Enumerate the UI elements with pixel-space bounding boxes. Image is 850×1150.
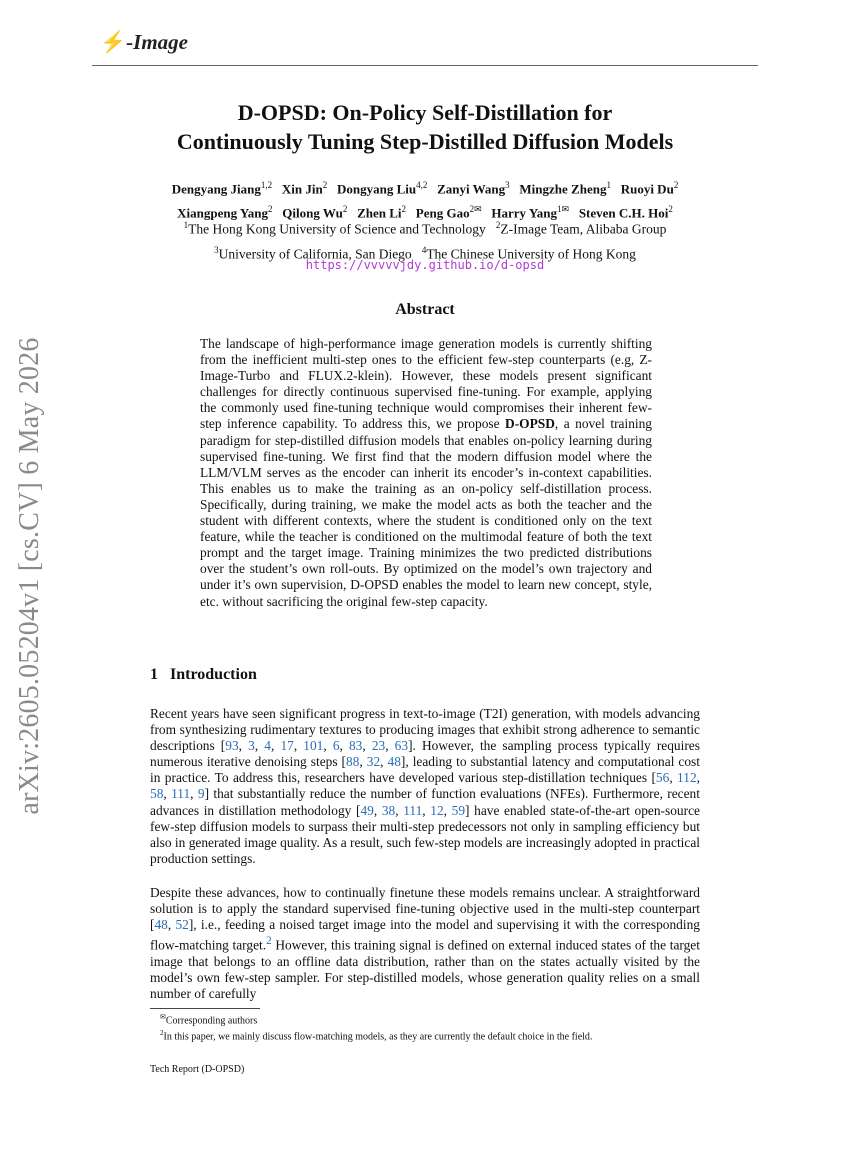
- affiliation-name: The Chinese University of Hong Kong: [426, 246, 636, 261]
- citation-link[interactable]: 48: [387, 754, 401, 770]
- author-name: Ruoyi Du: [620, 181, 674, 197]
- method-name: D-OPSD: [505, 416, 555, 432]
- text-run: ,: [696, 770, 700, 786]
- section-number: 1: [150, 666, 158, 683]
- author-name: Zhen Li: [357, 205, 402, 221]
- author-name: Xin Jin: [281, 181, 323, 197]
- text-run: ,: [167, 917, 176, 933]
- affiliation-name: The Hong Kong University of Science and Technology: [188, 221, 486, 237]
- author-name: Dongyang Liu: [336, 181, 417, 197]
- title-line-1: D-OPSD: On-Policy Self-Distillation for: [237, 100, 613, 125]
- text-run: However, this training signal is defined on external induced states of the target image that belongs to an offline data distribution, rather than on the states actually visited by the model’s own few-step sampler. For step-distilled models, whose generation quality relies on a small number of carefully: [150, 937, 700, 1002]
- citation-link[interactable]: 56: [655, 770, 670, 786]
- citation-link[interactable]: 4: [264, 738, 271, 754]
- author-name: Qilong Wu: [282, 205, 343, 221]
- lightning-bolt-icon: ⚡: [100, 30, 127, 54]
- footnote-rule: [150, 1008, 260, 1009]
- text-run: ], leading to substantial latency and computational cost in practice. To address this, researchers have developed various step-distillation techniques [: [150, 754, 700, 786]
- citation-link[interactable]: 111: [171, 786, 191, 802]
- text-run: ,: [323, 738, 333, 754]
- intro-paragraph-2: [150, 885, 700, 1002]
- footnote-link[interactable]: 2: [266, 935, 272, 948]
- text-run: Recent years have seen significant progress in text-to-image (T2I) generation, with models advancing from synthesizing rudimentary textures to producing images that exhibit strong adherence to semantic descriptions [: [150, 706, 700, 754]
- citation-link[interactable]: 3: [248, 738, 255, 754]
- affiliation-name: University of California, San Diego: [218, 246, 412, 261]
- text-run: ,: [380, 754, 388, 770]
- text-run: ]. However, the sampling process typically requires numerous iterative denoising steps [: [150, 738, 700, 770]
- author-affil-mark: 1✉: [557, 204, 570, 215]
- page-footer: Tech Report (D-OPSD): [150, 1064, 245, 1075]
- affiliations: [110, 215, 740, 264]
- author-affil-mark: 2: [668, 204, 673, 215]
- citation-link[interactable]: 38: [381, 802, 396, 818]
- author-affil-mark: 2: [322, 180, 328, 190]
- author-name: Zanyi Wang: [437, 181, 506, 197]
- arxiv-identifier[interactable]: arXiv:2605.05204v1 [cs.CV] 6 May 2026: [14, 337, 45, 815]
- citation-link[interactable]: 58: [150, 786, 164, 802]
- text-run: ,: [385, 738, 395, 754]
- abstract-part-2: , a novel training paradigm for step-distilled diffusion models that enables on-policy learning during supervised fine-tuning. We first find that the modern diffusion model where the LLM/VLM serves as the encoder can inherit its encoder’s in-context capabilities. This enables us to make the training as an on-policy self-distillation process. Specifically, during training, we make the model acts as both the teacher and the student with different contexts, where the student is conditioned only on the text feature, while the teacher is conditioned on the multimodal feature of both the text prompt and the target image. Training minimizes the two predicted distributions over the student’s own roll-outs. By optimized on the model’s own trajectory and under it’s own supervision, D-OPSD enables the model to learn new concept, style, etc. without sacrificing the original few-step capacity.: [200, 416, 652, 609]
- citation-link[interactable]: 52: [175, 917, 189, 933]
- citation-link[interactable]: 49: [360, 802, 374, 818]
- citation-link[interactable]: 12: [430, 802, 444, 818]
- footnote: [160, 1011, 592, 1027]
- citation-link[interactable]: 93: [225, 738, 239, 754]
- text-run: Despite these advances, how to continually finetune these models remains unclear. A straightforward solution is to apply the standard supervised fine-tuning objective used in the multi-step counterpart [: [150, 885, 700, 933]
- author-name: Xiangpeng Yang: [177, 205, 269, 221]
- intro-paragraph-1: [150, 706, 700, 867]
- author-affil-mark: 2✉: [469, 204, 482, 215]
- text-run: ,: [163, 786, 172, 802]
- citation-link[interactable]: 9: [197, 786, 205, 802]
- section-heading: [150, 666, 257, 684]
- author-name: Dengyang Jiang: [171, 181, 261, 197]
- footnote-text: In this paper, we mainly discuss flow-matching models, as they are currently the default choice in the field.: [163, 1031, 593, 1043]
- citation-link[interactable]: 23: [371, 738, 386, 754]
- author-name: Steven C.H. Hoi: [578, 205, 669, 221]
- author-name: Harry Yang: [491, 205, 558, 221]
- text-run: ,: [669, 770, 678, 786]
- author-affil-mark: 2: [401, 204, 407, 215]
- project-url[interactable]: https://vvvvvjdy.github.io/d-opsd: [305, 258, 545, 272]
- text-run: ,: [190, 786, 198, 802]
- text-run: ] that substantially reduce the number of function evaluations (NFEs). Furthermore, recent advances in distillation methodology [: [150, 786, 700, 818]
- author-name: Peng Gao: [415, 205, 470, 221]
- logo-text: -Image: [126, 30, 188, 54]
- citation-link[interactable]: 83: [348, 738, 363, 754]
- affiliation-name: Z-Image Team, Alibaba Group: [500, 221, 667, 237]
- author-affil-mark: 1: [606, 180, 611, 190]
- citation-link[interactable]: 32: [366, 754, 381, 770]
- citation-link[interactable]: 112: [677, 770, 697, 786]
- affiliation-mark: 4: [421, 244, 427, 255]
- text-run: ,: [373, 802, 382, 818]
- citation-link[interactable]: 48: [154, 917, 168, 933]
- citation-link[interactable]: 88: [346, 754, 360, 770]
- citation-link[interactable]: 101: [303, 738, 324, 754]
- text-run: ,: [254, 738, 265, 754]
- citation-link[interactable]: 111: [403, 802, 423, 818]
- footnotes: [160, 1011, 592, 1044]
- author-affil-mark: 3: [505, 180, 510, 190]
- footnote-text: Corresponding authors: [165, 1015, 258, 1027]
- author-affil-mark: 2: [673, 180, 679, 190]
- author-affil-mark: 2: [268, 204, 273, 215]
- section-title: Introduction: [170, 666, 257, 683]
- text-run: ,: [293, 738, 304, 754]
- header-rule: [92, 65, 758, 66]
- text-run: ,: [238, 738, 249, 754]
- citation-link[interactable]: 59: [451, 802, 466, 818]
- author-affil-mark: 1,2: [260, 180, 273, 190]
- footnote-mark: 2: [160, 1029, 164, 1038]
- paper-title: [100, 98, 750, 156]
- text-run: ,: [395, 802, 404, 818]
- citation-link[interactable]: 17: [280, 738, 294, 754]
- text-run: ,: [359, 754, 367, 770]
- text-run: ], i.e., feeding a noised target image into the model and supervising it with the corresponding flow-matching target.: [150, 917, 700, 953]
- author-name: Mingzhe Zheng: [519, 181, 607, 197]
- citation-link[interactable]: 6: [332, 738, 340, 754]
- affiliation-mark: 3: [214, 244, 219, 255]
- abstract-text: [200, 336, 652, 610]
- affiliation-mark: 2: [495, 220, 501, 230]
- text-run: ,: [270, 738, 281, 754]
- title-line-2: Continuously Tuning Step-Distilled Diffusion Models: [176, 129, 674, 154]
- text-run: ,: [339, 738, 349, 754]
- text-run: ,: [443, 802, 452, 818]
- citation-link[interactable]: 63: [394, 738, 409, 754]
- text-run: ,: [422, 802, 431, 818]
- footnote: [160, 1027, 592, 1043]
- abstract-part-1: The landscape of high-performance image generation models is currently shifting from the inefficient multi-step ones to the efficient few-step counterparts (e.g, Z-Image-Turbo and FLUX.2-klein). However, these models present significant challenges for directly continuous supervised fine-tuning. For example, applying the commonly used fine-tuning technique would compromises their inherent few-step inference capability. To address this, we propose: [200, 336, 652, 432]
- affiliation-mark: 1: [183, 220, 189, 230]
- footnote-mark: ✉: [160, 1013, 166, 1021]
- author-affil-mark: 2: [342, 204, 348, 215]
- abstract-heading: Abstract: [395, 301, 455, 318]
- author-affil-mark: 4,2: [416, 180, 428, 190]
- header-logo: [100, 30, 188, 55]
- text-run: ,: [362, 738, 372, 754]
- text-run: ] have enabled state-of-the-art open-source few-step diffusion models to surpass their multi-step predecessors not only in sampling efficiency but also in generated image quality. As a result, such few-step models are increasingly adopted in practical production settings.: [150, 802, 700, 866]
